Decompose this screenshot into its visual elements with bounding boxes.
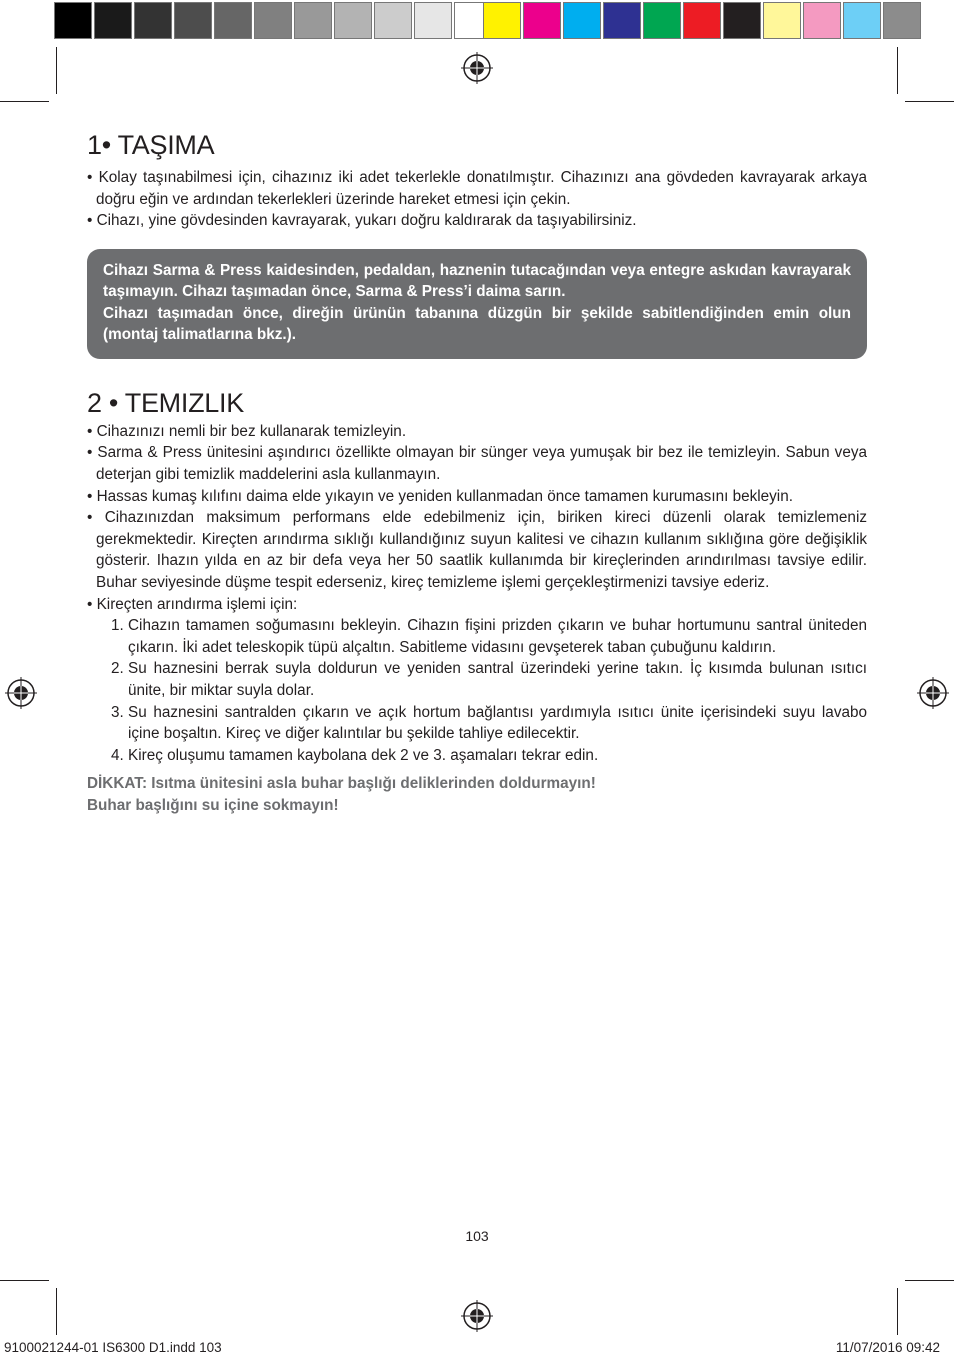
- registration-mark-icon: [461, 1300, 493, 1332]
- registration-mark-icon: [5, 677, 37, 709]
- caution-text: DİKKAT: Isıtma ünitesini asla buhar başlığı deliklerinden doldurmayın!: [87, 775, 596, 793]
- page-content: [87, 128, 867, 816]
- color-swatch: [523, 2, 561, 39]
- crop-mark: [905, 1280, 954, 1281]
- list-item: • Kireçten arındırma işlemi için:: [87, 595, 298, 613]
- list-item: • Cihazınızdan maksimum performans elde edebilmeniz için, biriken kireci düzenli olarak temizlemeniz gerekmektedir. Kireçten arındırma sıklığı kullandığınız suyun kalitesi ve cihazın kullanım sıklığına göre değişiklik gösterir. Ihazın yılda en az bir defa veya her 50 saatlik kullanımda bir kireçlerinden arındırılması tavsiye edilir. Buhar seviyesinde düşme tespit ederseniz, kireç temizleme işlemi gerçekleştirmenizi tavsiye ederiz.: [87, 509, 867, 591]
- list-item: • Sarma & Press ünitesini aşındırıcı özellikte olmayan bir sünger veya yumuşak bir bez ile temizleyin. Sabun veya deterjan gibi temizlik maddelerini asla kullanmayın.: [87, 444, 867, 483]
- list-item: • Cihazınızı nemli bir bez kullanarak temizleyin.: [87, 422, 407, 440]
- color-swatch: [94, 2, 132, 39]
- color-swatch: [883, 2, 921, 39]
- color-swatch: [414, 2, 452, 39]
- crop-mark: [0, 101, 49, 102]
- color-swatch: [483, 2, 521, 39]
- step-item: 1. Cihazın tamamen soğumasını bekleyin. Cihazın fişini prizden çıkarın ve buhar hortumunu santral üniteden çıkarın. İki adet teleskopik tüpü alçaltın. Sabitleme vidasını gevşeterek taban çubuğunu kaldırın.: [128, 615, 867, 658]
- color-swatch: [214, 2, 252, 39]
- file-slug: 9100021244-01 IS6300 D1.indd 103: [4, 1340, 222, 1355]
- crop-mark: [56, 47, 57, 94]
- note-text: Cihazı taşımadan önce, direğin ürünün tabanına düzgün bir şekilde sabitlendiğinden emin olun (montaj talimatlarına bkz.).: [103, 304, 851, 344]
- color-swatch: [174, 2, 212, 39]
- warning-note-box: [87, 249, 867, 359]
- color-swatch: [843, 2, 881, 39]
- color-swatch: [803, 2, 841, 39]
- color-swatch: [603, 2, 641, 39]
- crop-mark: [897, 47, 898, 94]
- list-item: • Kolay taşınabilmesi için, cihazınız iki adet tekerlekle donatılmıştır. Cihazınızı ana gövdeden kavrayarak arkaya doğru eğin ve ardından tekerlekleri üzerinde hareket etmesi için çekin.: [87, 169, 867, 208]
- gray-color-bar: [54, 2, 494, 39]
- color-swatch: [134, 2, 172, 39]
- list-item: • Cihazı, yine gövdesinden kavrayarak, yukarı doğru kaldırarak da taşıyabilirsiniz.: [87, 212, 637, 230]
- step-item: 3. Su haznesini santralden çıkarın ve açık hortum bağlantısı yardımıyla ısıtıcı ünite içerisindeki suyu lavabo içine boşaltın. Kireç ve diğer kalıntılar bu şekilde tahliye edilecektir.: [128, 702, 867, 745]
- color-swatch: [294, 2, 332, 39]
- crop-mark: [56, 1288, 57, 1335]
- caution-block: [87, 773, 867, 816]
- page-number: 103: [465, 1228, 489, 1244]
- color-swatch: [254, 2, 292, 39]
- registration-mark-icon: [461, 52, 493, 84]
- crop-mark: [905, 101, 954, 102]
- color-swatch: [643, 2, 681, 39]
- color-swatch: [334, 2, 372, 39]
- section-heading-transport: 1• TAŞIMA: [87, 130, 215, 160]
- date-slug: 11/07/2016 09:42: [835, 1340, 940, 1355]
- color-swatch: [54, 2, 92, 39]
- color-swatch: [723, 2, 761, 39]
- process-color-bar: [483, 2, 923, 39]
- color-swatch: [374, 2, 412, 39]
- color-swatch: [683, 2, 721, 39]
- descaling-steps: [87, 615, 867, 766]
- list-item: • Hassas kumaş kılıfını daima elde yıkayın ve yeniden kullanmadan önce tamamen kurumasını bekleyin.: [87, 487, 793, 505]
- step-item: 2. Su haznesini berrak suyla doldurun ve yeniden santral üzerindeki yerine takın. İç kısımda bulunan ısıtıcı ünite, bir miktar suyla dolar.: [128, 658, 867, 701]
- color-swatch: [763, 2, 801, 39]
- registration-mark-icon: [917, 677, 949, 709]
- crop-mark: [0, 1280, 49, 1281]
- color-swatch: [563, 2, 601, 39]
- note-text: Cihazı Sarma & Press kaidesinden, pedaldan, haznenin tutacağından veya entegre askıdan kavrayarak taşımayın. Cihazı taşımadan önce, Sarma & Press’i daima sarın.: [103, 261, 851, 301]
- crop-mark: [897, 1288, 898, 1335]
- section-heading-cleaning: 2 • TEMIZLIK: [87, 387, 244, 418]
- step-item: 4. Kireç oluşumu tamamen kaybolana dek 2 ve 3. aşamaları tekrar edin.: [128, 745, 867, 767]
- caution-text: Buhar başlığını su içine sokmayın!: [87, 796, 339, 814]
